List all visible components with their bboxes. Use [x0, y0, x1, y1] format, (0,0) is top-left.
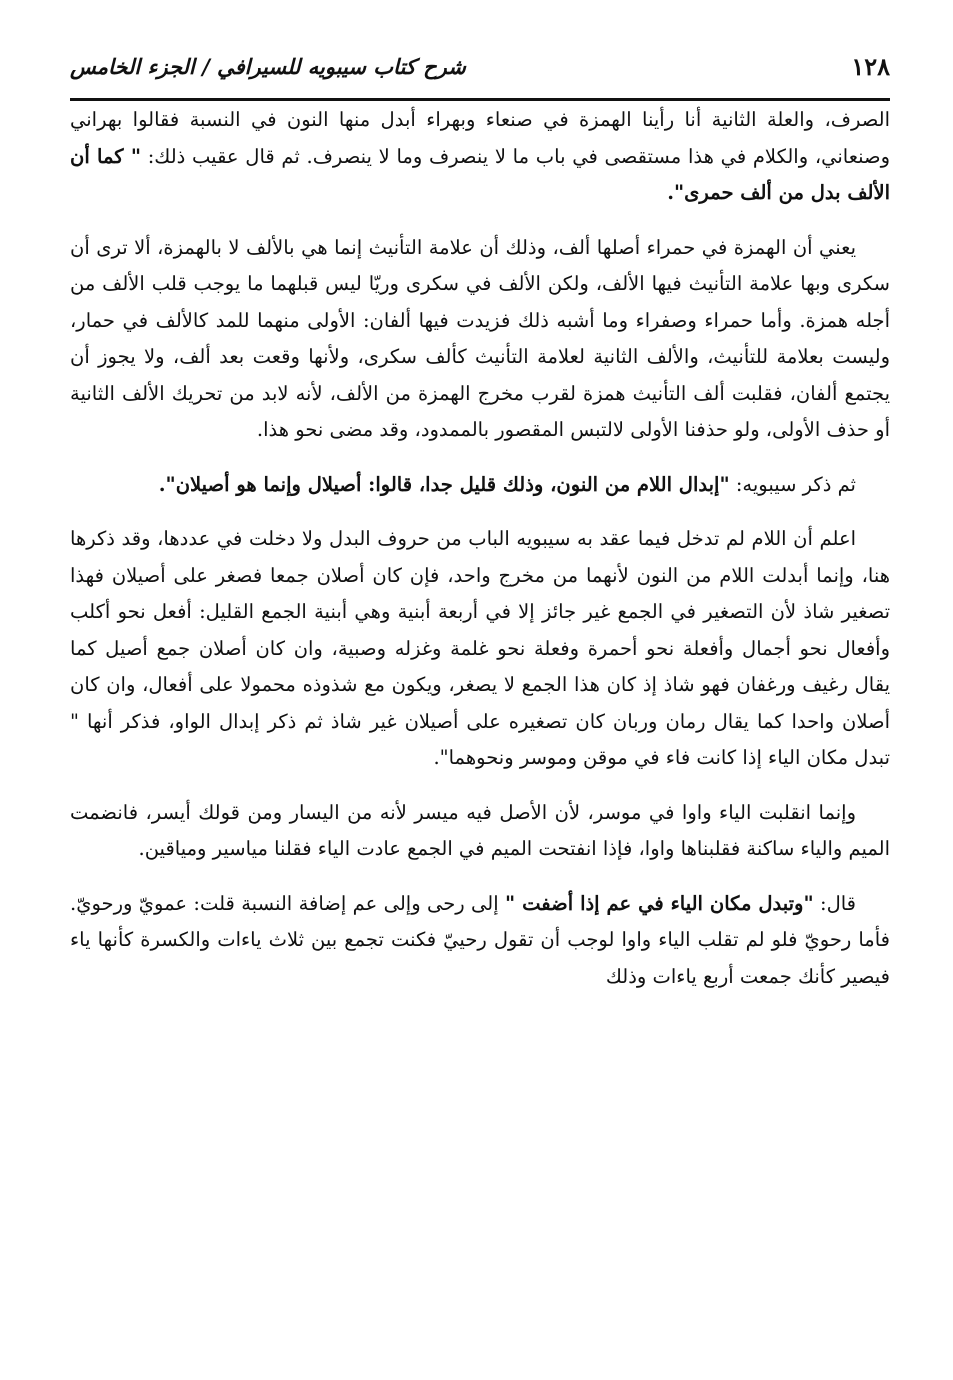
paragraph-text: الصرف، والعلة الثانية أنا رأينا الهمزة في صنعاء وبهراء أبدل منها النون في النسبة فقالوا بهراني وصنعاني، والكلام في هذا مستقصى في باب ما لا ينصرف وما لا ينصرف. ثم قال عقيب ذلك:: [70, 108, 891, 168]
paragraph-text: يعني أن الهمزة في حمراء أصلها ألف، وذلك أن علامة التأنيث إنما هي بالألف لا بالهمزة، ألا ترى أن سكرى وبها علامة التأنيث فيها الألف، ولكن الألف في سكرى وريّا ليس قبلهما ما يوجب قلب الألف من أجله همزة. وأما حمراء وصفراء وما أشبه ذلك فزيدت فيها ألفان: الأولى منهما للمد كالألف في حمار، وليست بعلامة للتأنيث، والألف الثانية لعلامة التأنيث كألف سكرى، ولأنها وقعت بعد ألف، ولا يجوز أن يجتمع ألفان، فقلبت ألف التأنيث همزة لقرب مخرج الهمزة من الألف، لأنه لابد من تحريك الألف الثانية أو حذف الأولى، ولو حذفنا الأولى لالتبس المقصور بالممدود، وقد مضى نحو هذا.: [70, 235, 890, 441]
paragraph-gap: [70, 449, 890, 467]
quoted-text: "إبدال اللام من النون، وذلك قليل جدا، قالوا: أصيلال وإنما هو أصيلان".: [158, 472, 730, 496]
quoted-text: "وتبدل مكان الياء في عم إذا أضفت ": [505, 891, 814, 915]
paragraph-text: إلى رحى وإلى عم إضافة النسبة قلت: عمويّ ورحويّ. فأما رحويّ فلو لم تقلب الياء واوا لوجب أن تقول رحييّ فكنت تجمع بين ثلاث ياءات والكسرة كأنها ياء فيصير كأنك جمعت أربع ياءات وذلك: [70, 891, 890, 988]
quoted-text: " كما أن الألف بدل من ألف حمرى".: [70, 144, 890, 204]
page-header: [70, 50, 890, 90]
paragraph-text: اعلم أن اللام لم تدخل فيما عقد به سيبويه الباب من حروف البدل ولا دخلت في عددها، وقد ذكرها هنا، وإنما أبدلت اللام من النون لأنهما من مخرج واحد، فإن كان أصلان جمعا فصغر على أصيلان فهذا تصغير شاذ لأن التصغير في الجمع غير جائز إلا في أربعة أبنية وهي أبنية الجمع القليل: أفعل نحو أكلب وأفعال نحو أجمال وأفعلة نحو أحمرة وفعلة نحو غلمة وغزله وصبية، وان كان أصلان جمع أصيل كما يقال رغيف ورغفان فهو شاذ إذ كان هذا الجمع لا يصغر، ويكون مع شذوذه محمولا على أفعال، وان كان أصلان واحدا كما يقال رمان وربان كان تصغيره على أصيلان غير شاذ ثم ذكر إبدال الواو، فذكر أنها " تبدل مكان الياء إذا كانت فاء في موقن وموسر ونحوهما".: [70, 527, 891, 769]
header-rule: [70, 98, 890, 101]
paragraph: [70, 795, 890, 868]
paragraph-text: وإنما انقلبت الياء واوا في موسر، لأن الأصل فيه ميسر لأنه من اليسار ومن قولك أيسر، فانضمت الميم والياء ساكنة فقلبناها واوا، فإذا انفتحت الميم في الجمع عادت الياء فقلنا مياسير ومياقين.: [70, 800, 890, 860]
page-number: ١٢٨: [851, 52, 890, 81]
paragraph: [70, 467, 890, 504]
paragraph: [70, 230, 890, 449]
body-text: [70, 102, 890, 995]
paragraph: [70, 886, 890, 996]
running-title: شرح كتاب سيبويه للسيرافي / الجزء الخامس: [70, 54, 466, 79]
paragraph-text: ثم ذكر سيبويه:: [729, 472, 856, 496]
paragraph-gap: [70, 868, 890, 886]
paragraph-gap: [70, 777, 890, 795]
paragraph: [70, 521, 890, 777]
paragraph: [70, 102, 890, 212]
paragraph-gap: [70, 503, 890, 521]
document-page: [70, 40, 890, 1340]
paragraph-text: قال:: [813, 891, 856, 915]
paragraph-gap: [70, 212, 890, 230]
